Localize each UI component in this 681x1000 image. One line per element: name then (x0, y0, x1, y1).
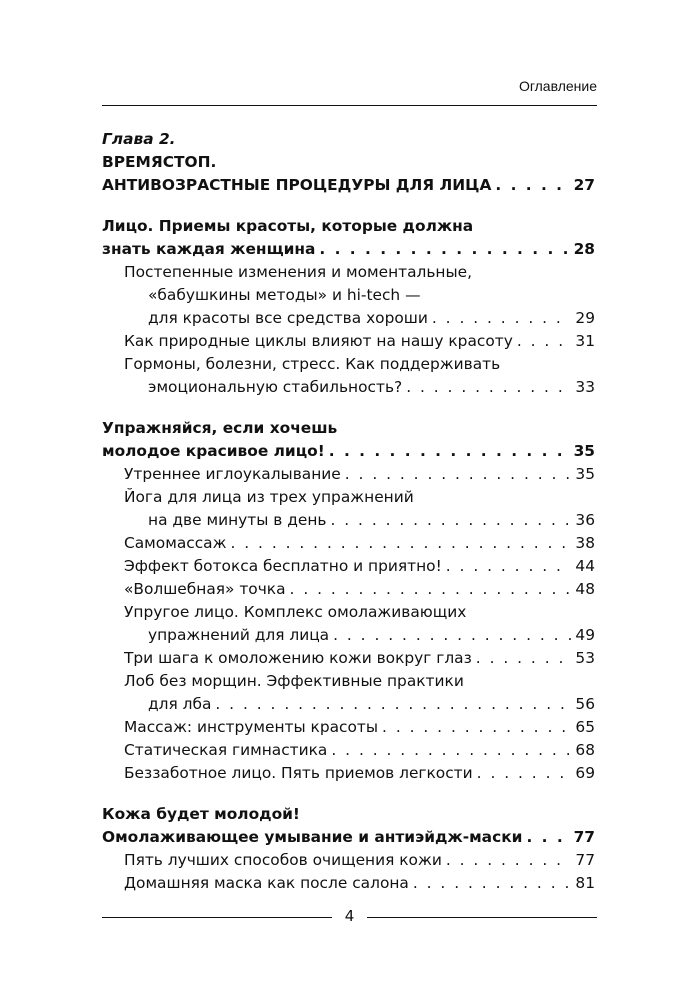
page-number: 27 (573, 176, 595, 194)
entry-title: для красоты все средства хороши (148, 309, 428, 327)
page-number: 81 (575, 874, 595, 892)
section-title-line1: Упражняйся, если хочешь (102, 419, 338, 437)
page-number: 68 (575, 741, 595, 759)
page-number: 35 (575, 465, 595, 483)
dot-leader (230, 532, 571, 555)
footer-rule-right (367, 917, 597, 918)
table-of-contents (102, 128, 595, 895)
dot-leader (477, 762, 572, 785)
page-number: 69 (575, 764, 595, 782)
dot-leader (406, 376, 571, 399)
entry-title: на две минуты в день (148, 511, 327, 529)
entry-line: Упругое лицо. Комплекс омолаживающих (124, 603, 467, 621)
entry-title: для лба (148, 695, 212, 713)
dot-leader (333, 624, 571, 647)
dot-leader (330, 509, 571, 532)
dot-leader (215, 693, 571, 716)
toc-entry[interactable] (102, 624, 595, 647)
toc-entry[interactable] (102, 693, 595, 716)
entry-line: «бабушкины методы» и hi-tech — (148, 286, 421, 304)
toc-entry[interactable] (102, 463, 595, 486)
page-number: 36 (575, 511, 595, 529)
dot-leader (319, 238, 569, 261)
dot-leader (345, 463, 572, 486)
dot-leader (476, 647, 572, 670)
entry-title: Три шага к омоложению кожи вокруг глаз (124, 649, 472, 667)
entry-title: Пять лучших способов очищения кожи (124, 851, 442, 869)
page-number: 28 (573, 240, 595, 258)
entry-title: упражнений для лица (148, 626, 330, 644)
page-number: 65 (575, 718, 595, 736)
entry-title: Массаж: инструменты красоты (124, 718, 379, 736)
entry-title: Домашняя маска как после салона (124, 874, 409, 892)
page-number: 77 (575, 851, 595, 869)
section-title-line2: знать каждая женщина (102, 240, 316, 258)
dot-leader (382, 716, 571, 739)
toc-entry[interactable] (102, 307, 595, 330)
toc-entry[interactable] (102, 762, 595, 785)
toc-entry[interactable] (102, 376, 595, 399)
toc-entry[interactable] (102, 532, 595, 555)
page-footer (102, 906, 597, 926)
chapter-entry[interactable] (102, 174, 595, 197)
chapter-label: Глава 2. (102, 130, 176, 148)
section-title-line1: Кожа будет молодой! (102, 805, 300, 823)
spacer (102, 399, 595, 417)
dot-leader (495, 174, 569, 197)
page-number: 44 (575, 557, 595, 575)
section-entry[interactable] (102, 826, 595, 849)
dot-leader (290, 578, 572, 601)
toc-entry[interactable] (102, 578, 595, 601)
spacer (102, 197, 595, 215)
toc-entry[interactable] (102, 716, 595, 739)
running-header: Оглавление (518, 78, 597, 94)
folio-page-number: 4 (344, 907, 355, 925)
section-entry[interactable] (102, 238, 595, 261)
page-number: 31 (575, 332, 595, 350)
page-number: 53 (575, 649, 595, 667)
toc-entry[interactable] (102, 872, 595, 895)
toc-entry[interactable] (102, 555, 595, 578)
page-number: 49 (575, 626, 595, 644)
page-number: 77 (573, 828, 595, 846)
section-entry[interactable] (102, 440, 595, 463)
entry-title: Эффект ботокса бесплатно и приятно! (124, 557, 442, 575)
header-rule (102, 105, 597, 106)
dot-leader (329, 440, 570, 463)
entry-title: Беззаботное лицо. Пять приемов легкости (124, 764, 473, 782)
section-title-line2: молодое красивое лицо! (102, 442, 325, 460)
page-number: 29 (575, 309, 595, 327)
section-title-line1: Лицо. Приемы красоты, которые должна (102, 217, 474, 235)
entry-title: Утреннее иглоукалывание (124, 465, 341, 483)
entry-title: «Волшебная» точка (124, 580, 286, 598)
dot-leader (331, 739, 571, 762)
page-number: 33 (575, 378, 595, 396)
toc-entry[interactable] (102, 647, 595, 670)
dot-leader (526, 826, 569, 849)
page-number: 35 (573, 442, 595, 460)
chapter-title-line1: ВРЕМЯСТОП. (102, 153, 217, 171)
dot-leader (446, 849, 572, 872)
entry-title: Самомассаж (124, 534, 227, 552)
page-number: 56 (575, 695, 595, 713)
entry-line: Лоб без морщин. Эффективные практики (124, 672, 464, 690)
toc-entry[interactable] (102, 509, 595, 532)
page-number: 48 (575, 580, 595, 598)
entry-line: Йога для лица из трех упражнений (124, 488, 414, 506)
section-title-line2: Омолаживающее умывание и антиэйдж-маски (102, 828, 523, 846)
toc-entry[interactable] (102, 330, 595, 353)
dot-leader (517, 330, 572, 353)
toc-entry[interactable] (102, 849, 595, 872)
page-number: 38 (575, 534, 595, 552)
entry-title: Статическая гимнастика (124, 741, 328, 759)
entry-title: эмоциональную стабильность? (148, 378, 403, 396)
chapter-title-line2: АНТИВОЗРАСТНЫЕ ПРОЦЕДУРЫ ДЛЯ ЛИЦА (102, 176, 492, 194)
entry-title: Как природные циклы влияют на нашу красоту (124, 332, 513, 350)
dot-leader (432, 307, 572, 330)
entry-line: Гормоны, болезни, стресс. Как поддерживать (124, 355, 501, 373)
dot-leader (413, 872, 572, 895)
toc-entry[interactable] (102, 739, 595, 762)
dot-leader (446, 555, 572, 578)
entry-line: Постепенные изменения и моментальные, (124, 263, 473, 281)
spacer (102, 785, 595, 803)
